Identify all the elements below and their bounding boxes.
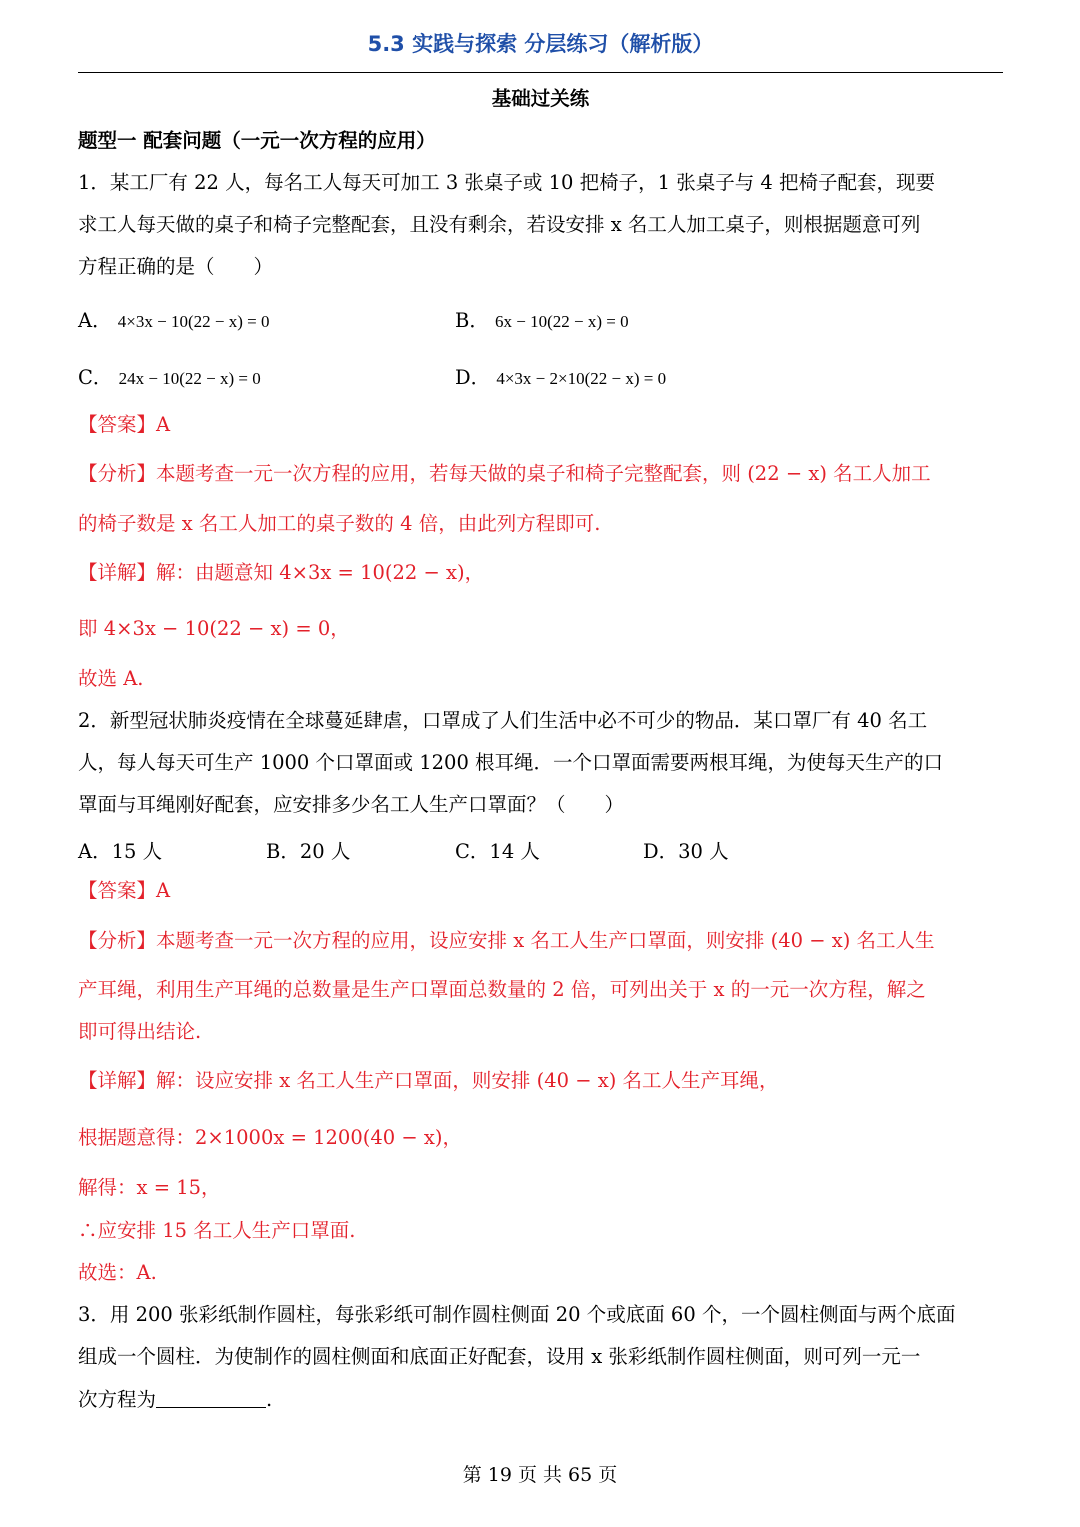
q1-detail-3: 故选 A.: [78, 667, 144, 690]
q1-option-d: [455, 362, 666, 390]
q2-line-2: 人，每人每天可生产 1000 个口罩面或 1200 根耳绳．一个口罩面需要两根耳绳，为使每天生产的口: [78, 751, 944, 774]
q2-detail-4: ∴应安排 15 名工人生产口罩面.: [78, 1219, 356, 1242]
q2-detail-3: 解得：x = 15，: [78, 1176, 221, 1199]
q2-option-d: D．30 人: [643, 840, 729, 863]
q3-line-3-text: 次方程为: [78, 1388, 157, 1411]
q3-line-2: 组成一个圆柱．为使制作的圆柱侧面和底面正好配套，设用 x 张彩纸制作圆柱侧面，则可列一元一: [78, 1345, 921, 1368]
q1-option-d-label: D．: [455, 366, 491, 389]
q2-answer: 【答案】A: [78, 879, 171, 902]
page-header-title: 5.3 实践与探索 分层练习（解析版）: [367, 32, 714, 56]
type-title: 题型一 配套问题（一元一次方程的应用）: [78, 129, 436, 152]
q2-analysis-1: 【分析】本题考查一元一次方程的应用，设应安排 x 名工人生产口罩面，则安排 (40 − x) 名工人生: [78, 929, 935, 952]
q1-option-c-text: 24x − 10(22 − x) = 0: [118, 369, 261, 388]
q1-detail-2: 即 4×3x − 10(22 − x) = 0，: [78, 617, 350, 640]
q3-line-3-end: .: [266, 1388, 273, 1411]
q2-analysis-2: 产耳绳，利用生产耳绳的总数量是生产口罩面总数量的 2 倍，可列出关于 x 的一元一次方程，解之: [78, 978, 926, 1001]
q2-detail-2: 根据题意得：2×1000x = 1200(40 − x)，: [78, 1126, 462, 1149]
page-footer: 第 19 页 共 65 页: [462, 1464, 618, 1486]
q1-detail-1: 【详解】解：由题意知 4×3x = 10(22 − x)，: [78, 561, 485, 584]
q1-answer: 【答案】A: [78, 413, 171, 436]
q1-option-a: [78, 305, 269, 333]
q2-analysis-3: 即可得出结论.: [78, 1020, 202, 1043]
q1-option-b-text: 6x − 10(22 − x) = 0: [495, 312, 629, 331]
q1-line-1: 1．某工厂有 22 人，每名工人每天可加工 3 张桌子或 10 把椅子，1 张桌子与 4 把椅子配套，现要: [78, 171, 936, 194]
q1-option-b: [455, 305, 629, 333]
q2-detail-5: 故选：A.: [78, 1261, 157, 1284]
q1-option-c: [78, 362, 261, 390]
q1-option-a-text: 4×3x − 10(22 − x) = 0: [117, 312, 270, 331]
q1-option-b-label: B．: [455, 309, 489, 332]
q1-option-c-label: C．: [78, 366, 113, 389]
header-rule: [78, 72, 1003, 73]
q1-analysis-2: 的椅子数是 x 名工人加工的桌子数的 4 倍，由此列方程即可.: [78, 512, 601, 535]
q3-answer-blank[interactable]: [156, 1389, 266, 1408]
section-title: 基础过关练: [491, 87, 590, 110]
q1-line-2: 求工人每天做的桌子和椅子完整配套，且没有剩余，若设安排 x 名工人加工桌子，则根据题意可列: [78, 213, 921, 236]
q2-line-1: 2．新型冠状肺炎疫情在全球蔓延肆虐，口罩成了人们生活中必不可少的物品．某口罩厂有 40 名工: [78, 709, 928, 732]
q1-line-3: 方程正确的是（ ）: [78, 255, 274, 278]
q2-option-a: A．15 人: [78, 840, 163, 863]
q1-analysis-1: 【分析】本题考查一元一次方程的应用，若每天做的桌子和椅子完整配套，则 (22 − x) 名工人加工: [78, 462, 931, 485]
q2-detail-1: 【详解】解：设应安排 x 名工人生产口罩面，则安排 (40 − x) 名工人生产耳绳，: [78, 1069, 779, 1092]
q2-option-b: B．20 人: [266, 840, 351, 863]
q3-line-1: 3．用 200 张彩纸制作圆柱，每张彩纸可制作圆柱侧面 20 个或底面 60 个，一个圆柱侧面与两个底面: [78, 1303, 956, 1326]
q2-line-3: 罩面与耳绳刚好配套，应安排多少名工人生产口罩面？（ ）: [78, 793, 625, 816]
q3-line-3: [78, 1387, 1003, 1413]
q1-option-a-label: A．: [78, 309, 112, 332]
q2-option-c: C．14 人: [455, 840, 540, 863]
q1-option-d-text: 4×3x − 2×10(22 − x) = 0: [496, 369, 667, 388]
